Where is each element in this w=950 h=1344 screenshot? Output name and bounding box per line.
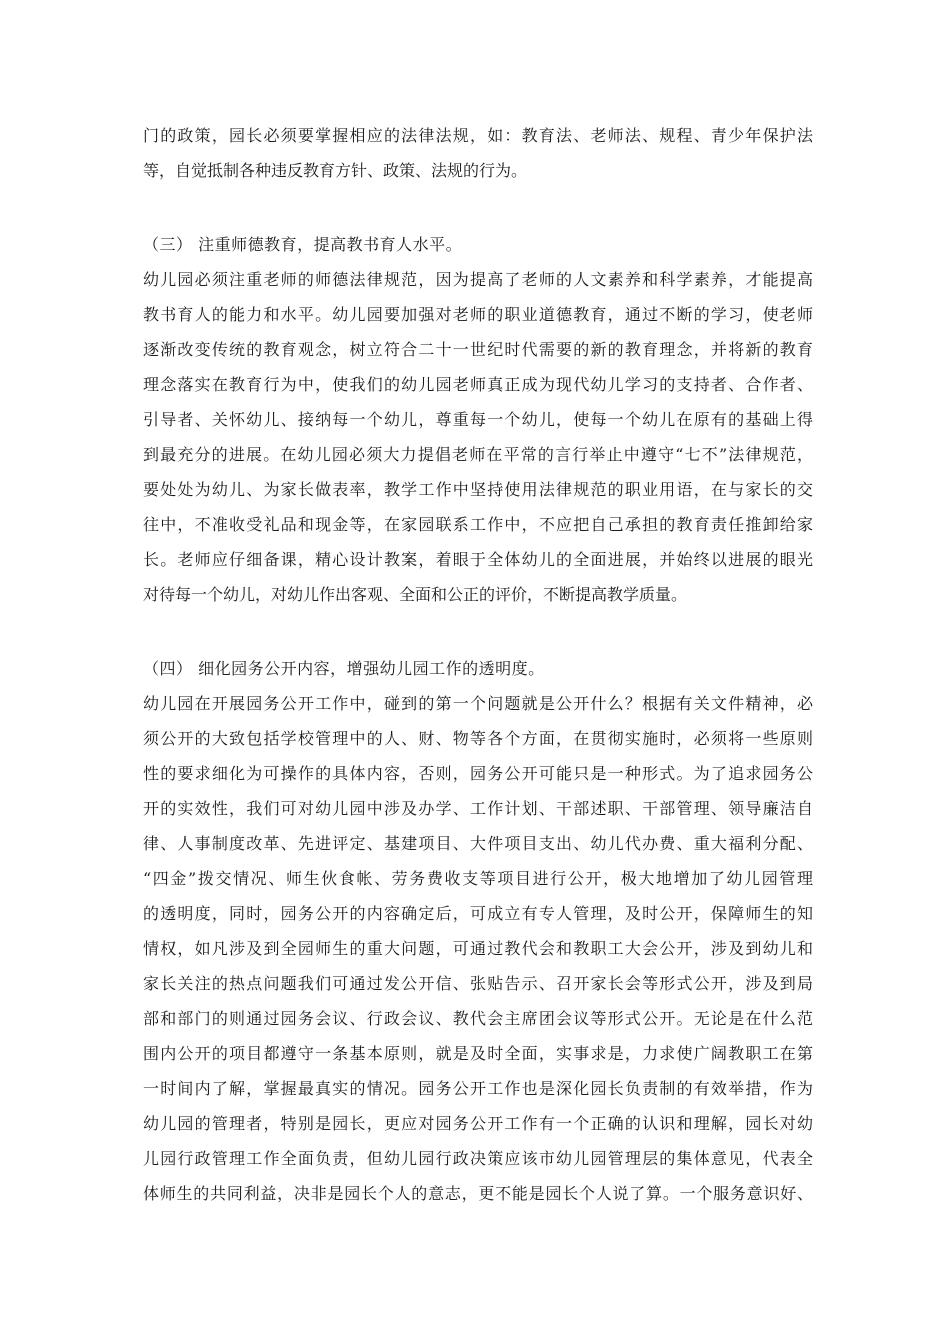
- section-4: [143, 651, 813, 1211]
- text-line: “四金”拨交情况、师生伙食帐、劳务费收支等项目进行公开，极大地增加了幼儿园管理: [143, 869, 813, 888]
- text-line: 长。老师应仔细备课，精心设计教案，着眼于全体幼儿的全面进展，并始终以进展的眼光: [143, 550, 813, 569]
- continued-paragraph: [143, 118, 813, 188]
- section-4-heading: （四） 细化园务公开内容，增强幼儿园工作的透明度。: [143, 659, 545, 678]
- text-line: 到最充分的进展。在幼儿园必须大力提倡老师在平常的言行举止中遵守“七不”法律规范，: [143, 445, 813, 464]
- text-line: 一时间内了解，掌握最真实的情况。园务公开工作也是深化园长负责制的有效举措，作为: [143, 1079, 813, 1098]
- text-line: 部和部门的则通过园务会议、行政会议、教代会主席团会议等形式公开。无论是在什么范: [143, 1009, 813, 1028]
- text-line: 儿园行政管理工作全面负责，但幼儿园行政决策应该市幼儿园管理层的集体意见，代表全: [143, 1149, 813, 1168]
- text-line: 开的实效性，我们可对幼儿园中涉及办学、工作计划、干部述职、干部管理、领导廉洁自: [143, 799, 813, 818]
- text-line: 律、人事制度改革、先进评定、基建项目、大件项目支出、幼儿代办费、重大福利分配、: [143, 834, 813, 853]
- text-line: 教书育人的能力和水平。幼儿园要加强对老师的职业道德教育，通过不断的学习，使老师: [143, 305, 813, 324]
- section-3-heading: （三） 注重师德教育，提高教书育人水平。: [143, 235, 463, 254]
- text-line: 家长关注的热点问题我们可通过发公开信、张贴告示、召开家长会等形式公开，涉及到局: [143, 974, 813, 993]
- text-line: 门的政策，园长必须要掌握相应的法律法规，如：教育法、老师法、规程、青少年保护法: [143, 126, 813, 145]
- section-gap: [143, 188, 813, 227]
- text-line: 对待每一个幼儿，对幼儿作出客观、全面和公正的评价，不断提高教学质量。: [143, 585, 688, 604]
- text-line: 往中，不准收受礼品和现金等，在家园联系工作中，不应把自己承担的教育责任推卸给家: [143, 515, 813, 534]
- text-line: 围内公开的项目都遵守一条基本原则，就是及时全面，实事求是，力求使广阔教职工在第: [143, 1044, 813, 1063]
- text-line: 理念落实在教育行为中，使我们的幼儿园老师真正成为现代幼儿学习的支持者、合作者、: [143, 375, 813, 394]
- text-line: 的透明度，同时，园务公开的内容确定后，可成立有专人管理，及时公开，保障师生的知: [143, 904, 813, 923]
- section-3: [143, 227, 813, 612]
- text-line: 须公开的大致包括学校管理中的人、财、物等各个方面，在贯彻实施时，必须将一些原则: [143, 729, 813, 748]
- text-line: 幼儿园必须注重老师的师德法律规范，因为提高了老师的人文素养和科学素养，才能提高: [143, 270, 813, 289]
- text-line: 性的要求细化为可操作的具体内容，否则，园务公开可能只是一种形式。为了追求园务公: [143, 764, 813, 783]
- text-line: 引导者、关怀幼儿、接纳每一个幼儿，尊重每一个幼儿，使每一个幼儿在原有的基础上得: [143, 410, 813, 429]
- text-line: 逐渐改变传统的教育观念，树立符合二十一世纪时代需要的新的教育理念，并将新的教育: [143, 340, 813, 359]
- section-gap: [143, 612, 813, 651]
- text-line: 等，自觉抵制各种违反教育方针、政策、法规的行为。: [143, 161, 528, 180]
- text-line: 幼儿园在开展园务公开工作中，碰到的第一个问题就是公开什么？根据有关文件精神，必: [143, 694, 813, 713]
- text-line: 要处处为幼儿、为家长做表率，教学工作中坚持使用法律规范的职业用语，在与家长的交: [143, 480, 813, 499]
- text-line: 体师生的共同利益，决非是园长个人的意志，更不能是园长个人说了算。一个服务意识好、: [143, 1184, 813, 1203]
- text-line: 幼儿园的管理者，特别是园长，更应对园务公开工作有一个正确的认识和理解，园长对幼: [143, 1114, 813, 1133]
- text-line: 情权，如凡涉及到全园师生的重大问题，可通过教代会和教职工大会公开，涉及到幼儿和: [143, 939, 813, 958]
- document-page: [143, 118, 813, 1211]
